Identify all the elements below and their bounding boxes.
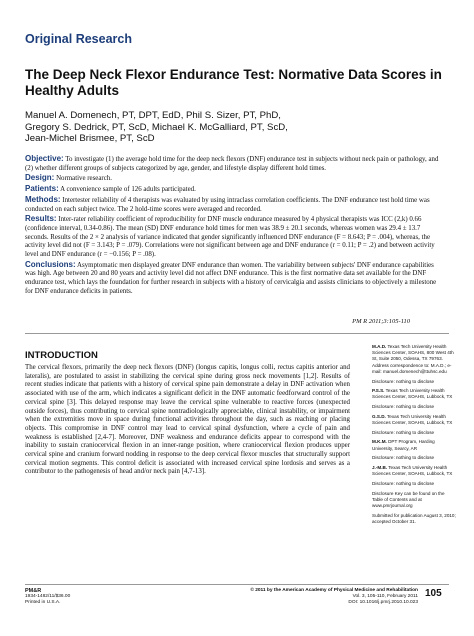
author-list: [25, 110, 445, 145]
citation: PM R 2011;3:105-110: [352, 318, 410, 325]
abstract-label: Results:: [25, 214, 57, 224]
affiliation-item: [372, 344, 456, 375]
affiliation-text: Disclosure: nothing to disclose: [372, 480, 435, 486]
affiliation-text: Texas Tech University Health Sciences Center, SOAHS, Lubbock, TX: [372, 413, 453, 426]
affiliation-item: [372, 513, 456, 525]
affiliation-item: [372, 388, 456, 400]
affiliation-item: [372, 439, 456, 451]
affiliation-text: Disclosure: nothing to disclose: [372, 429, 435, 435]
issn: 1934-1482/11/$36.00: [25, 594, 71, 600]
abstract-label: Design:: [25, 173, 55, 183]
section-divider: [25, 333, 449, 334]
affiliation-text: DPT Program, Harding University, Searcy, AR: [372, 439, 435, 451]
abstract: [25, 154, 445, 297]
author-line: Gregory S. Dedrick, PT, ScD, Michael K. McGalliard, PT, ScD,: [25, 121, 288, 133]
abstract-text: Asymptomatic men displayed greater DNF endurance than women. The variability between subjects' DNF endurance capabilities was high. Age between 20 and 80 years and activity level did not affect DNF endurance. This is the first normative data set available for the DNF endurance test, which lays the foundation for further research in subjects with a history of cervicalgia and assists clinicians to objectively a milestone for DNF endurance deficits in patients.: [25, 261, 437, 295]
affiliation-item: [372, 414, 456, 426]
abstract-design: [25, 173, 445, 184]
affiliation-label: P.S.S.: [372, 388, 385, 394]
affiliation-item: [372, 481, 456, 487]
abstract-text: A convenience sample of 126 adults participated.: [60, 186, 196, 194]
volume-info: Vol. 3, 105-110, February 2011: [352, 594, 418, 600]
introduction-paragraph: The cervical flexors, primarily the deep neck flexors (DNF) (longus capitis, longus colli, rectus capitis anterior and lateralis), are postulated to assist in stabilizing the cervical spine during gross neck movements [1,2]. Results of recent studies indicate that patients with a history of cervical spine pain demonstrate a delay in DNF activation when associated with use of the arm, which indicates a significant deficit in the DNF automatic feedforward control of the cervical spine [3]. This delayed response may leave the cervical spine vulnerable to reactive forces (unexpected outside forces), thus contributing to cervical spine nontradiologically appreciable, clinical instability, or impairment when the extremities move in space during functional activities throughout the day, such as reaching or placing objects. This compromise in DNF control may lead to cervical spinal dysfunction, where a cycle of pain and weakness is established [2,4-7]. Moreover, DNF weakness and endurance deficits appear to correspond with the inability to sustain craniocervical flexion in an inner-range position, where craniocervical flexion produces upper cervical spine and cranium forward nodding in response to the deep cervical flexor muscles that structurally support cervical motion segments. This control deficit is associated with increased cervical spine lordosis and serves as a contributor to the pathogenesis of head and/or neck pain [4,7-13].: [25, 364, 350, 476]
affiliation-text: Texas Tech University Health Sciences Center, SOAHS, Lubbock, TX: [372, 388, 453, 400]
affiliation-text: Disclosure: nothing to disclose: [372, 404, 435, 410]
abstract-label: Conclusions:: [25, 259, 76, 269]
affiliations-sidebar: [372, 344, 456, 529]
abstract-text: Inter-rater reliability coefficient of reproducibility for DNF muscle endurance measured by 4 physical therapists was ICC (2,k) 0.66 (confidence interval, 0.34-0.86). The mean (SD) DNF endurance hold times for men was 38.9 ± 20.1 seconds, whereas women was 29.4 ± 13.7 seconds. Results of the 2 × 2 analysis of variance indicated that gender significantly influenced DNF endurance (F = 8.643; P = .004), whereas, the activity level did not (F = 3.143; P = .079). Correlations were not significant between age and DNF endurance (r = 0.11; P = .2) and between activity level and DNF endurance (r = −0.156; P = .08).: [25, 216, 435, 259]
copyright: © 2011 by the American Academy of Physical Medicine and Rehabilitation: [250, 588, 418, 593]
affiliation-text: Texas Tech University Health Sciences Center, SOAHS, Lubbock, TX: [372, 465, 453, 477]
author-line: Manuel A. Domenech, PT, DPT, EdD, Phil S. Sizer, PT, PhD,: [25, 110, 281, 121]
affiliation-text: Submitted for publication August 3, 2010; accepted October 31.: [372, 512, 456, 524]
introduction-body: [25, 364, 350, 477]
footer-publication-info: [186, 588, 418, 607]
abstract-conclusions: [25, 260, 445, 297]
abstract-objective: [25, 154, 445, 173]
affiliation-text: Texas Tech University Health Sciences Center, SOAHS, 800 West 4th St, Suite 2050, Odessa, TX 79763. Address correspondence to: M.A.D.; e-mail: manuel.domenech@ttuhsc.edu: [372, 344, 454, 374]
article-title: The Deep Neck Flexor Endurance Test: Normative Data Scores in Healthy Adults: [25, 67, 442, 98]
introduction-heading: INTRODUCTION: [25, 350, 98, 361]
affiliation-text: Disclosure: nothing to disclose: [372, 378, 435, 384]
affiliation-item: [372, 465, 456, 477]
affiliation-label: J.-M.B.: [372, 465, 388, 471]
affiliation-label: M.K.M.: [372, 439, 387, 445]
abstract-text: Intertester reliability of 4 therapists was evaluated by using intraclass correlation coefficients. The DNF endurance test hold time was conducted on each subject twice. The 2 hold-time scores were averaged and recorded.: [25, 196, 430, 213]
affiliation-item: [372, 430, 456, 436]
printed-in: Printed in U.S.A.: [25, 600, 61, 606]
affiliation-text: Disclosure Key can be found on the Table of Contents and at www.pmrjournal.org: [372, 490, 445, 509]
affiliation-item: [372, 404, 456, 410]
affiliation-item: [372, 491, 456, 510]
page-number: 105: [425, 588, 442, 599]
journal-name: PM&R: [25, 588, 42, 594]
abstract-text: To investigate (1) the average hold time for the deep neck flexors (DNF) endurance test in subjects without neck pain or pathology, and (2) whether different groups of subjects categorized by age, gender, and lifestyle display different hold times.: [25, 156, 439, 172]
abstract-methods: [25, 195, 445, 214]
abstract-text: Normative research.: [56, 175, 112, 183]
section-label: Original Research: [25, 32, 132, 46]
affiliation-item: [372, 455, 456, 461]
abstract-label: Methods:: [25, 194, 61, 204]
abstract-results: [25, 214, 445, 260]
abstract-label: Patients:: [25, 184, 59, 194]
footer-journal-info: [25, 588, 70, 607]
doi: DOI: 10.1016/j.pmrj.2010.10.023: [348, 600, 418, 606]
author-line: Jean-Michel Brismee, PT, ScD: [25, 133, 155, 145]
affiliation-text: Disclosure: nothing to disclose: [372, 455, 435, 461]
affiliation-item: [372, 379, 456, 385]
footer-divider: [25, 584, 449, 585]
affiliation-label: M.A.D.: [372, 344, 387, 349]
abstract-patients: [25, 184, 445, 195]
abstract-label: Objective:: [25, 154, 64, 163]
affiliation-label: G.S.D.: [372, 413, 386, 419]
